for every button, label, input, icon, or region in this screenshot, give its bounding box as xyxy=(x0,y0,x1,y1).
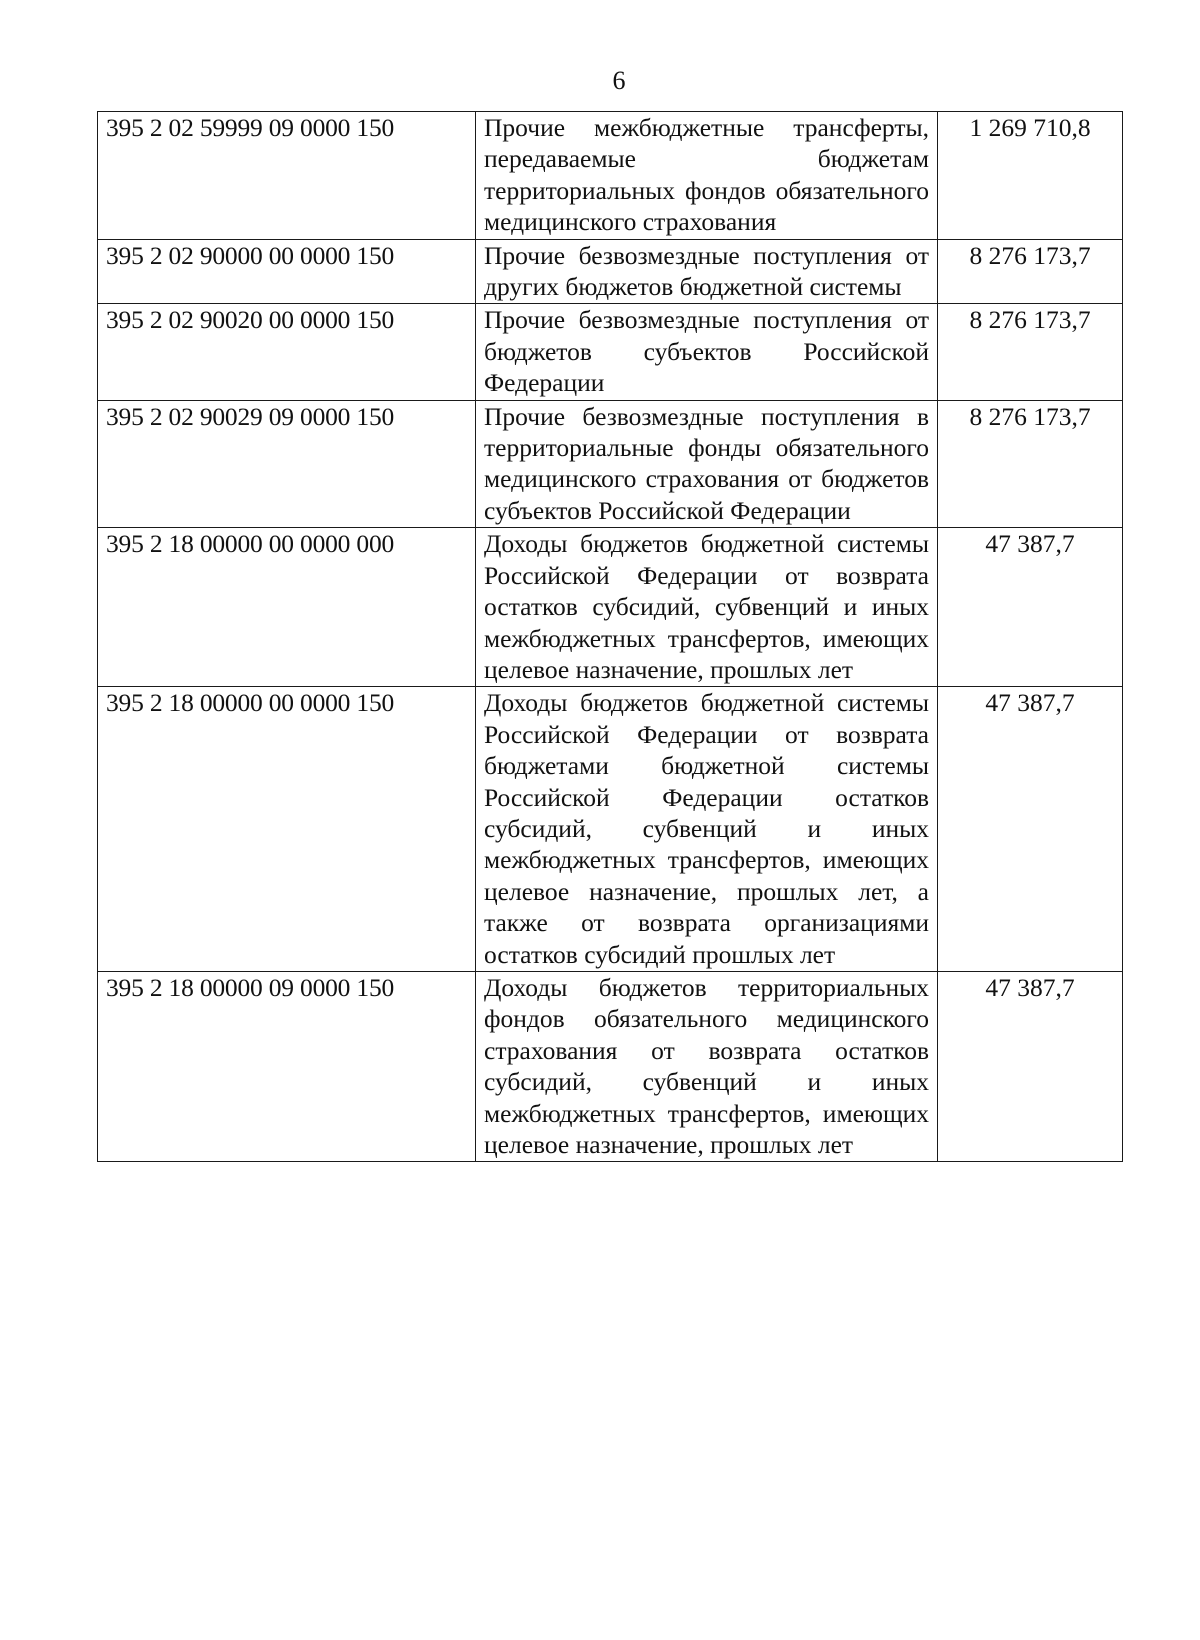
budget-revenue-table xyxy=(97,111,1123,1162)
budget-code-cell: 395 2 02 59999 09 0000 150 xyxy=(98,112,476,240)
amount-cell: 8 276 173,7 xyxy=(938,400,1123,528)
amount-cell: 8 276 173,7 xyxy=(938,239,1123,304)
revenue-name-cell: Прочие межбюджетные трансферты, передаваемые бюджетам территориальных фондов обязательного медицинского страхования xyxy=(476,112,938,240)
table-row xyxy=(98,304,1123,400)
amount-cell: 47 387,7 xyxy=(938,687,1123,972)
table-row xyxy=(98,400,1123,528)
table-row xyxy=(98,971,1123,1161)
revenue-name-cell: Доходы бюджетов бюджетной системы Российской Федерации от возврата бюджетами бюджетной системы Российской Федерации остатков субсидий, субвенций и иных межбюджетных трансфертов, имеющих целевое назначение, прошлых лет, а также от возврата организациями остатков субсидий прошлых лет xyxy=(476,687,938,972)
amount-cell: 47 387,7 xyxy=(938,971,1123,1161)
table-row xyxy=(98,239,1123,304)
table-row xyxy=(98,112,1123,240)
revenue-name-cell: Прочие безвозмездные поступления от бюджетов субъектов Российской Федерации xyxy=(476,304,938,400)
budget-code-cell: 395 2 18 00000 00 0000 000 xyxy=(98,528,476,687)
revenue-name-cell: Доходы бюджетов бюджетной системы Российской Федерации от возврата остатков субсидий, субвенций и иных межбюджетных трансфертов, имеющих целевое назначение, прошлых лет xyxy=(476,528,938,687)
budget-code-cell: 395 2 02 90000 00 0000 150 xyxy=(98,239,476,304)
budget-code-cell: 395 2 18 00000 00 0000 150 xyxy=(98,687,476,972)
page-number: 6 xyxy=(612,66,626,95)
amount-cell: 1 269 710,8 xyxy=(938,112,1123,240)
revenue-name-cell: Прочие безвозмездные поступления в территориальные фонды обязательного медицинского страхования от бюджетов субъектов Российской Федерации xyxy=(476,400,938,528)
budget-code-cell: 395 2 02 90029 09 0000 150 xyxy=(98,400,476,528)
revenue-name-cell: Прочие безвозмездные поступления от других бюджетов бюджетной системы xyxy=(476,239,938,304)
budget-code-cell: 395 2 02 90020 00 0000 150 xyxy=(98,304,476,400)
amount-cell: 47 387,7 xyxy=(938,528,1123,687)
table-row xyxy=(98,528,1123,687)
table-row xyxy=(98,687,1123,972)
revenue-name-cell: Доходы бюджетов территориальных фондов обязательного медицинского страхования от возврата остатков субсидий, субвенций и иных межбюджетных трансфертов, имеющих целевое назначение, прошлых лет xyxy=(476,971,938,1161)
budget-code-cell: 395 2 18 00000 09 0000 150 xyxy=(98,971,476,1161)
amount-cell: 8 276 173,7 xyxy=(938,304,1123,400)
